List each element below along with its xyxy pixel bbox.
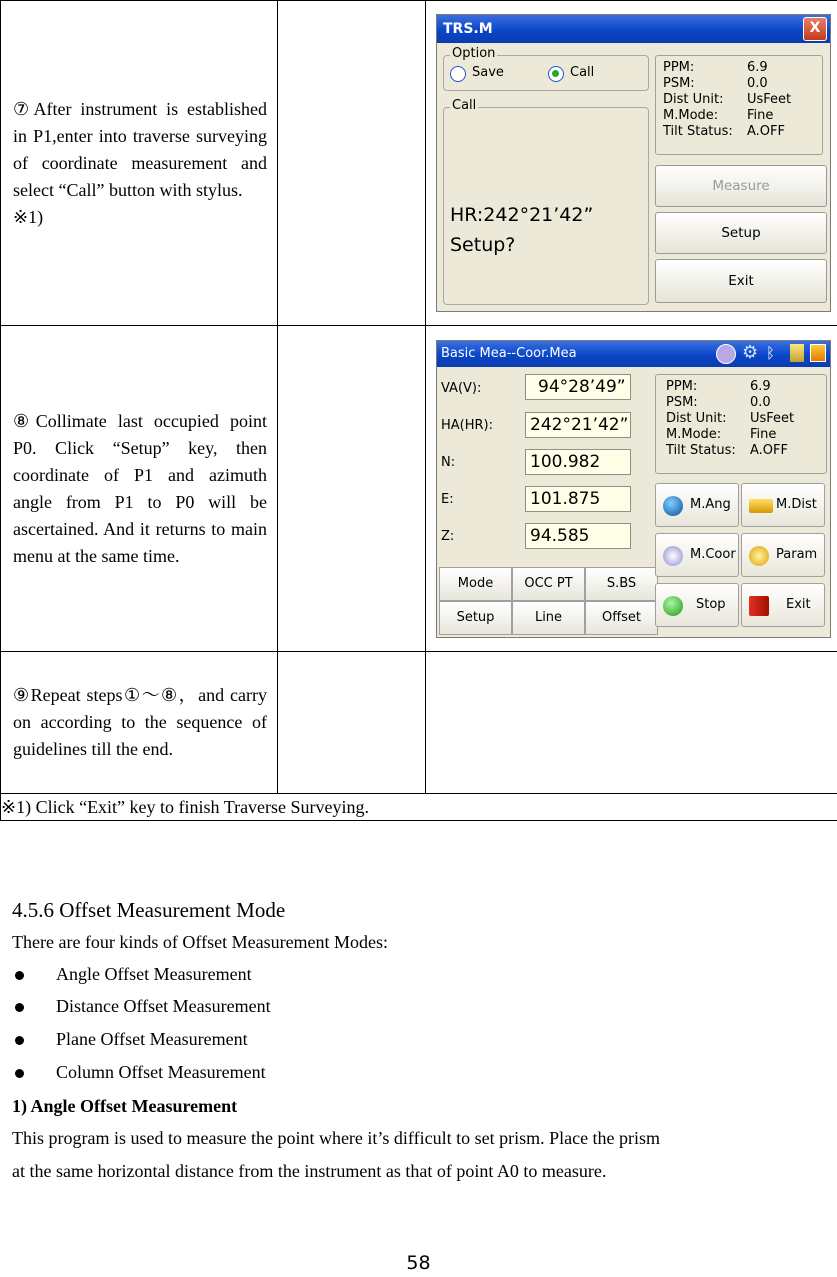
m-ang-button[interactable]: [655, 483, 739, 527]
body-line-1: This program is used to measure the point where it’s difficult to set prism. Place the prism: [12, 1128, 661, 1148]
status-row: M.Mode: Fine: [666, 427, 777, 442]
gear-icon[interactable]: ⚙: [742, 342, 759, 363]
m-dist-button[interactable]: [741, 483, 825, 527]
option-group: [443, 46, 649, 91]
stop-label: Stop: [696, 597, 726, 612]
mode-label: Plane Offset Measurement: [56, 1029, 248, 1049]
battery-icon: [810, 344, 826, 362]
tab-mode[interactable]: Mode: [439, 567, 512, 601]
status-icons: [716, 344, 826, 364]
offset-button[interactable]: Offset: [585, 601, 658, 635]
footnote-cell: [1, 794, 837, 821]
footnote: ※1) Click “Exit” key to finish Traverse Surveying.: [1, 796, 370, 817]
measure-button[interactable]: Measure: [655, 165, 827, 207]
step9-cell: [1, 652, 278, 794]
n-value: 100.982: [525, 449, 631, 475]
bullet-icon: [15, 971, 24, 980]
bullet-icon: [15, 1036, 24, 1045]
screen2-cell: [426, 326, 837, 652]
step7-desc: ⑦After instrument is established in P1,enter into traverse surveying of coordinate measurement and select “Call” button with stylus.: [13, 98, 267, 200]
m-dist-label: M.Dist: [776, 497, 817, 512]
step9-blank: [278, 652, 426, 794]
plummet-icon[interactable]: [790, 344, 804, 362]
compass-icon: [663, 546, 683, 566]
step7-text: [1, 92, 277, 235]
step7-note: ※1): [13, 206, 44, 227]
save-label: Save: [472, 65, 504, 80]
mode-label: Angle Offset Measurement: [56, 964, 252, 984]
e-value: 101.875: [525, 486, 631, 512]
section-heading: 4.5.6 Offset Measurement Mode: [12, 898, 286, 922]
call-readout: [450, 200, 593, 260]
gears-icon: [749, 546, 769, 566]
status-row: PPM: 6.9: [666, 379, 771, 394]
exit-label: Exit: [786, 597, 811, 612]
tab-sbs[interactable]: S.BS: [585, 567, 658, 601]
e-label: E:: [441, 492, 454, 507]
hr-readout: HR:242°21’42”: [450, 204, 594, 226]
trs-m-screen: [436, 14, 831, 312]
coor-mea-screen: [436, 340, 831, 638]
status-row: Tilt Status: A.OFF: [663, 124, 785, 139]
param-label: Param: [776, 547, 818, 562]
exit-door-icon: [749, 596, 769, 616]
line-button[interactable]: Line: [512, 601, 585, 635]
bullet-icon: [15, 1003, 24, 1012]
setup-prompt: Setup?: [450, 234, 516, 256]
screen1-title: TRS.M: [443, 21, 493, 37]
body-line-2: at the same horizontal distance from the instrument as that of point A0 to measure.: [12, 1161, 607, 1181]
step8-cell: [1, 326, 278, 652]
call-legend: Call: [452, 98, 477, 113]
screen1-titlebar: [437, 15, 830, 43]
status-row: Dist Unit: UsFeet: [663, 92, 792, 107]
subsection-heading: 1) Angle Offset Measurement: [12, 1096, 238, 1116]
n-label: N:: [441, 455, 456, 470]
step8-blank: [278, 326, 426, 652]
step7-cell: [1, 1, 278, 326]
call-radio[interactable]: [548, 66, 564, 82]
status-row: PPM: 6.9: [663, 60, 768, 75]
m-ang-label: M.Ang: [690, 497, 731, 512]
exit-button[interactable]: [741, 583, 825, 627]
status-panel: [655, 374, 827, 474]
va-label: VA(V):: [441, 381, 482, 396]
mode-label: Distance Offset Measurement: [56, 996, 271, 1016]
bullet-icon: [15, 1069, 24, 1078]
setup-button[interactable]: Setup: [439, 601, 512, 635]
stop-icon: [663, 596, 683, 616]
bluetooth-icon[interactable]: ᛒ: [766, 344, 776, 362]
option-legend: Option: [452, 46, 496, 61]
status-row: M.Mode: Fine: [663, 108, 774, 123]
va-value: 94°28’49”: [525, 374, 631, 400]
page-number: 58: [406, 1252, 431, 1274]
save-radio[interactable]: [450, 66, 466, 82]
status-row: PSM: 0.0: [666, 395, 771, 410]
status-row: Dist Unit: UsFeet: [666, 411, 795, 426]
setup-button[interactable]: Setup: [655, 212, 827, 254]
exit-button[interactable]: Exit: [655, 259, 827, 303]
tab-occ-pt[interactable]: OCC PT: [512, 567, 585, 601]
ruler-icon: [749, 499, 773, 513]
screen2-title: Basic Mea--Coor.Mea: [441, 346, 577, 361]
call-group: [443, 98, 649, 305]
step9-text: ⑨Repeat steps①～⑧，and carry on according to the sequence of guidelines till the end.: [13, 685, 267, 759]
close-button[interactable]: X: [803, 17, 827, 41]
step8-text: ⑧Collimate last occupied point P0. Click “Setup” key, then coordinate of P1 and azimuth angle from P1 to P0 will be ascertained. And it returns to main menu at the same time.: [13, 410, 267, 566]
m-coor-button[interactable]: [655, 533, 739, 577]
battery-gauge-icon: [716, 344, 736, 364]
param-button[interactable]: [741, 533, 825, 577]
stop-button[interactable]: [655, 583, 739, 627]
status-row: Tilt Status: A.OFF: [666, 443, 788, 458]
screen1-cell: [426, 1, 837, 326]
angle-icon: [663, 496, 683, 516]
ha-value: 242°21’42”: [525, 412, 631, 438]
section-intro: There are four kinds of Offset Measurement Modes:: [12, 932, 389, 952]
status-row: PSM: 0.0: [663, 76, 768, 91]
m-coor-label: M.Coor: [690, 547, 736, 562]
step7-blank: [278, 1, 426, 326]
z-value: 94.585: [525, 523, 631, 549]
call-label: Call: [570, 65, 595, 80]
screen2-titlebar: [437, 341, 830, 367]
ha-label: HA(HR):: [441, 418, 493, 433]
step9-image-blank: [426, 652, 837, 794]
mode-label: Column Offset Measurement: [56, 1062, 266, 1082]
z-label: Z:: [441, 529, 455, 544]
status-panel: [655, 55, 823, 155]
